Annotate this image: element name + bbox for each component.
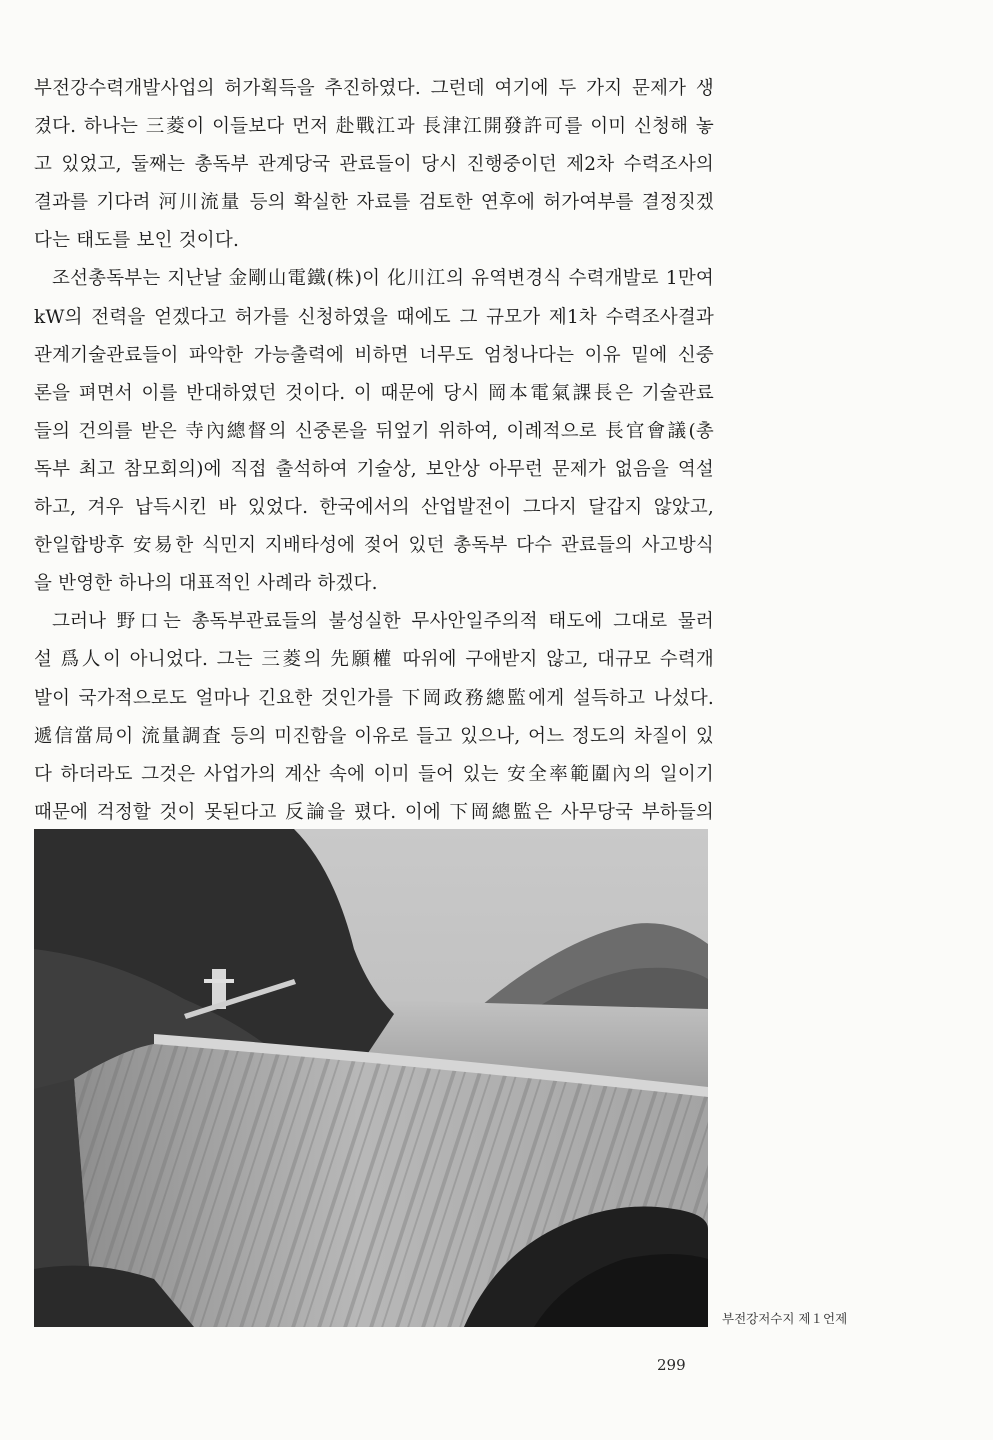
text-line: 고 있었고, 둘째는 총독부 관계당국 관료들이 당시 진행중이던 제2차 수력조사의 [34, 154, 714, 176]
text-line: 을 반영한 하나의 대표적인 사례라 하겠다. [34, 573, 378, 595]
page-number: 299 [657, 1356, 686, 1374]
text-line: 설 爲人이 아니었다. 그는 三菱의 先願權 따위에 구애받지 않고, 대규모 수력개 [34, 649, 714, 671]
figure-caption: 부전강저수지 제１언제 [722, 1311, 848, 1326]
text-line: 한일합방후 安易한 식민지 지배타성에 젖어 있던 총독부 다수 관료들의 사고방식 [34, 535, 714, 557]
text-line: 遞信當局이 流量調査 등의 미진함을 이유로 들고 있으나, 어느 정도의 차질이 있 [34, 725, 714, 747]
text-line: 결과를 기다려 河川流量 등의 확실한 자료를 검토한 연후에 허가여부를 결정짓겠 [34, 192, 714, 214]
body-text [34, 70, 714, 832]
text-line: 겼다. 하나는 三菱이 이들보다 먼저 赴戰江과 長津江開發許可를 이미 신청해 놓 [34, 116, 714, 138]
text-line: 부전강수력개발사업의 허가획득을 추진하였다. 그런데 여기에 두 가지 문제가 생 [34, 78, 714, 99]
text-line: 발이 국가적으로도 얼마나 긴요한 것인가를 下岡政務總監에게 설득하고 나섰다. [34, 687, 714, 709]
text-line: 조선총독부는 지난날 金剛山電鐵(株)이 化川江의 유역변경식 수력개발로 1만여 [52, 268, 714, 290]
text-line: 론을 펴면서 이를 반대하였던 것이다. 이 때문에 당시 岡本電氣課長은 기술관료 [34, 382, 714, 404]
text-line: 다는 태도를 보인 것이다. [34, 230, 240, 252]
text-line: 때문에 걱정할 것이 못된다고 反論을 폈다. 이에 下岡總監은 사무당국 부하들의 [34, 801, 714, 823]
text-line: 들의 건의를 받은 寺內總督의 신중론을 뒤엎기 위하여, 이례적으로 長官會議(총 [34, 420, 714, 442]
text-line: 하고, 겨우 납득시킨 바 있었다. 한국에서의 산업발전이 그다지 달갑지 않았고, [34, 497, 714, 519]
text-line: 그러나 野口는 총독부관료들의 불성실한 무사안일주의적 태도에 그대로 물러 [52, 611, 714, 633]
text-line: 다 하더라도 그것은 사업가의 계산 속에 이미 들어 있는 安全率範圍內의 일이기 [34, 763, 714, 785]
text-line: kW의 전력을 얻겠다고 허가를 신청하였을 때에도 그 규모가 제1차 수력조사결과 [34, 306, 714, 328]
text-line: 독부 최고 참모회의)에 직접 출석하여 기술상, 보안상 아무런 문제가 없음을 역설 [34, 458, 714, 480]
dam-photo [34, 829, 708, 1327]
text-line: 관계기술관료들이 파악한 가능출력에 비하면 너무도 엄청나다는 이유 밑에 신중 [34, 344, 714, 366]
